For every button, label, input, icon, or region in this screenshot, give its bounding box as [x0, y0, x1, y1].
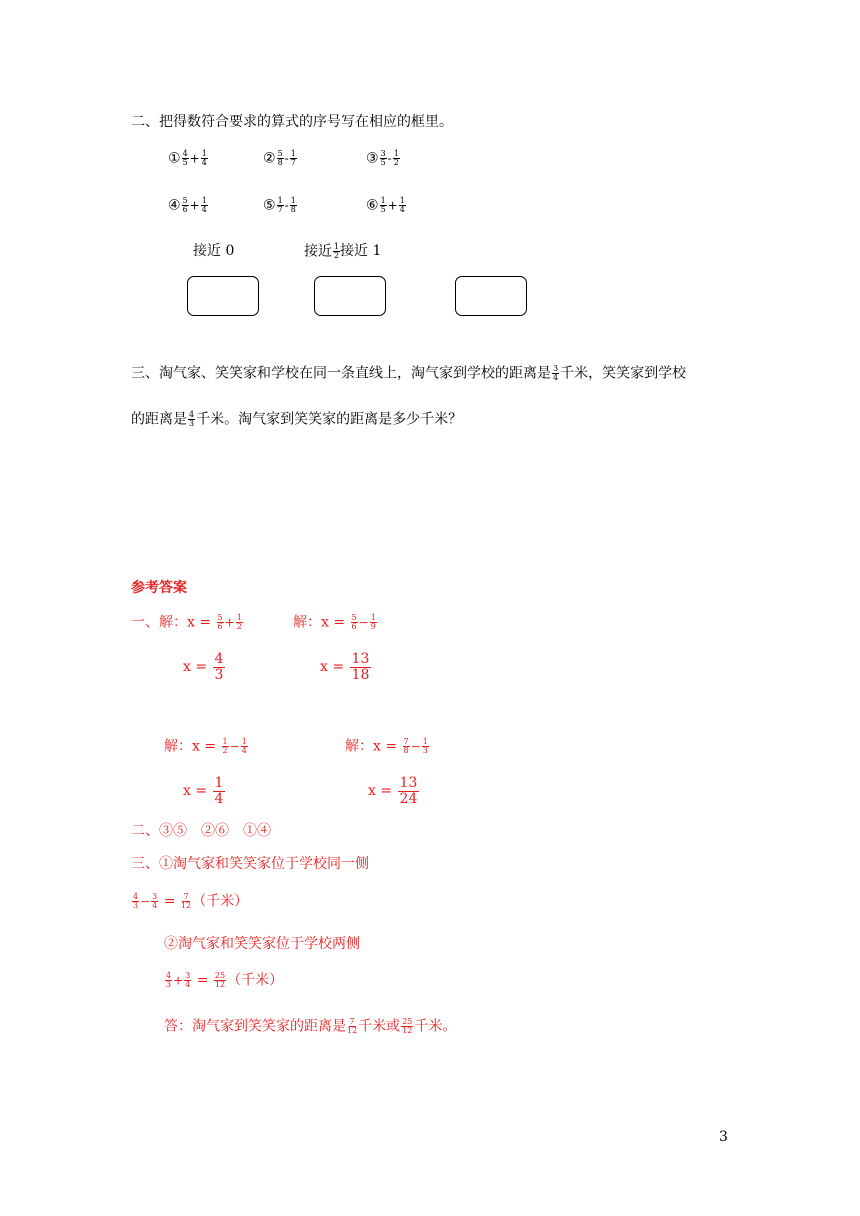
expression-2: ② $\frac{5}{8}$ - $\frac{1}{7}$ — [263, 149, 296, 167]
label-near-zero: 接近 0 — [193, 243, 235, 259]
answer-q3-calc-1: $\frac{4}{3}$ − $\frac{3}{4}$ = $\frac{7}{12}$ （千米） — [133, 892, 249, 910]
answer-q3-case-1: 三、①淘气家和笑笑家位于学校同一侧 — [131, 856, 369, 872]
expression-1: ① $\frac{4}{5}$ + $\frac{1}{4}$ — [168, 149, 207, 167]
solution-3-step: 解：x = $\frac{1}{2}$ − $\frac{1}{4}$ — [164, 737, 247, 755]
page-number: 3 — [719, 1129, 728, 1145]
solution-3-result: x = $\frac{1}{4}$ — [183, 775, 224, 807]
label-near-half: 接近 $\frac{1}{2}$ — [304, 242, 340, 260]
solution-4-result: x = $\frac{13}{24}$ — [368, 775, 418, 807]
solution-1-step: 一、解：x = $\frac{5}{6}$ + $\frac{1}{2}$ — [131, 613, 242, 631]
answer-box-near-half[interactable] — [314, 276, 386, 316]
expression-4: ④ $\frac{5}{6}$ + $\frac{1}{4}$ — [168, 196, 207, 214]
answer-box-near-one[interactable] — [455, 276, 527, 316]
q2-title: 二、把得数符合要求的算式的序号写在相应的框里。 — [131, 114, 453, 130]
label-near-one: 接近 1 — [340, 243, 382, 259]
solution-2-result: x = $\frac{13}{18}$ — [320, 651, 370, 683]
answer-q3-case-2: ②淘气家和笑笑家位于学校两侧 — [164, 936, 360, 952]
answer-q3-calc-2: $\frac{4}{3}$ + $\frac{3}{4}$ = $\frac{25}{12}$ （千米） — [166, 971, 284, 989]
solution-1-result: x = $\frac{4}{3}$ — [183, 651, 224, 683]
answers-heading: 参考答案 — [131, 580, 187, 596]
expression-6: ⑥ $\frac{1}{5}$ + $\frac{1}{4}$ — [366, 196, 405, 214]
expression-3: ③ $\frac{3}{5}$ - $\frac{1}{2}$ — [366, 149, 399, 167]
answer-q2: 二、③⑤ ②⑥ ①④ — [131, 823, 271, 839]
answer-final: 答：淘气家到笑笑家的距离是 $\frac{7}{12}$ 千米或 $\frac{25}{12}$ 千米。 — [164, 1017, 457, 1035]
expression-5: ⑤ $\frac{1}{7}$ - $\frac{1}{8}$ — [263, 196, 296, 214]
q3-line-2: 的距离是 $\frac{4}{3}$ 千米。淘气家到笑笑家的距离是多少千米？ — [131, 410, 463, 428]
answer-box-near-zero[interactable] — [187, 276, 259, 316]
q3-line-1: 三、淘气家、笑笑家和学校在同一条直线上，淘气家到学校的距离是 $\frac{3}{4}$ 千米，笑笑家到学校 — [131, 364, 687, 382]
solution-2-step: 解：x = $\frac{5}{6}$ − $\frac{1}{9}$ — [293, 613, 376, 631]
solution-4-step: 解：x = $\frac{7}{8}$ − $\frac{1}{3}$ — [345, 737, 428, 755]
